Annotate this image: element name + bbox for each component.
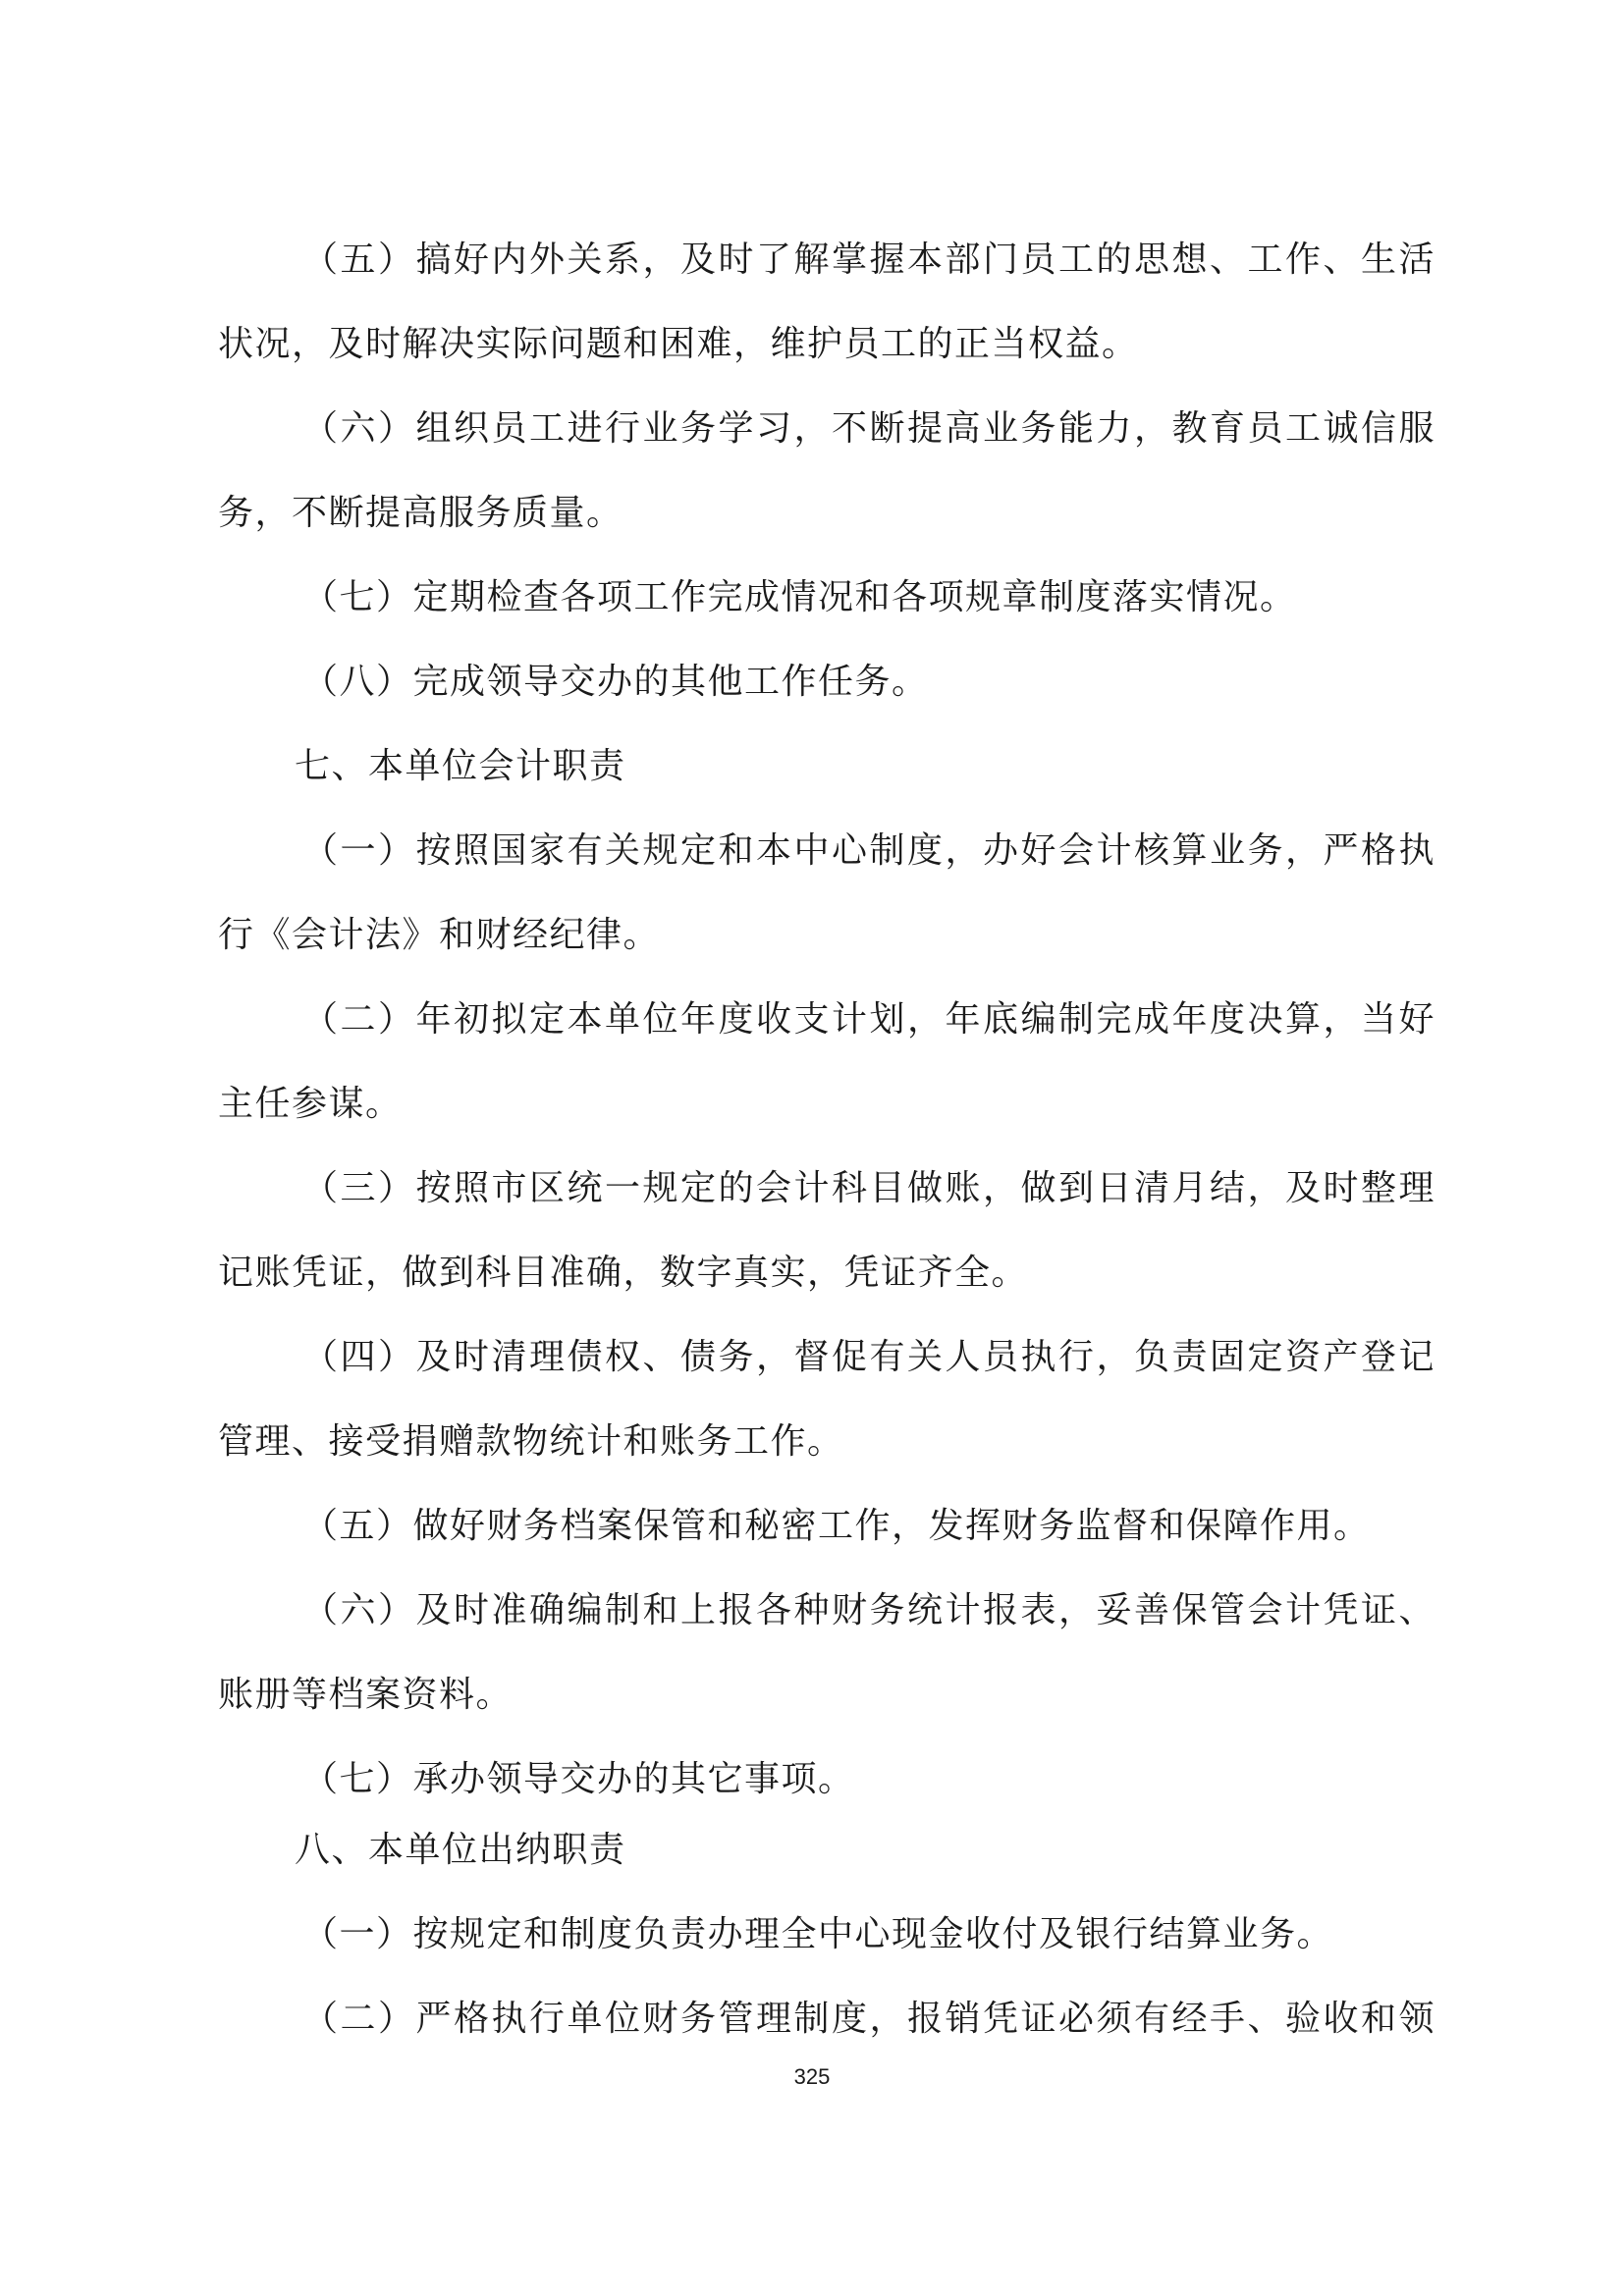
section-heading: 八、本单位出纳职责 (295, 1830, 626, 1870)
paragraph-line: （八）完成领导交办的其他工作任务。 (302, 662, 929, 702)
paragraph-line: 记账凭证，做到科目准确，数字真实，凭证齐全。 (218, 1253, 1029, 1293)
paragraph-line: 主任参谋。 (218, 1084, 403, 1124)
page-number: 325 (793, 2064, 831, 2089)
paragraph-line: 账册等档案资料。 (218, 1675, 514, 1715)
paragraph-line: （一）按规定和制度负责办理全中心现金收付及银行结算业务。 (302, 1914, 1334, 1954)
paragraph-line: 行《会计法》和财经纪律。 (218, 915, 661, 955)
paragraph-line: （四）及时清理债权、债务，督促有关人员执行，负责固定资产登记 (302, 1337, 1435, 1377)
paragraph-line: （一）按照国家有关规定和本中心制度，办好会计核算业务，严格执 (302, 830, 1435, 871)
paragraph-line: （三）按照市区统一规定的会计科目做账，做到日清月结，及时整理 (302, 1168, 1435, 1208)
paragraph-line: （五）搞好内外关系，及时了解掌握本部门员工的思想、工作、生活 (302, 240, 1435, 280)
paragraph-line: （二）严格执行单位财务管理制度，报销凭证必须有经手、验收和领 (302, 1999, 1435, 2039)
paragraph-line: （五）做好财务档案保管和秘密工作，发挥财务监督和保障作用。 (302, 1506, 1371, 1546)
paragraph-line: 状况，及时解决实际问题和困难，维护员工的正当权益。 (218, 324, 1139, 364)
paragraph-line: （六）组织员工进行业务学习，不断提高业务能力，教育员工诚信服 (302, 408, 1435, 449)
paragraph-line: （七）承办领导交办的其它事项。 (302, 1759, 855, 1799)
paragraph-line: （七）定期检查各项工作完成情况和各项规章制度落实情况。 (302, 577, 1297, 617)
paragraph-line: （六）及时准确编制和上报各种财务统计报表，妥善保管会计凭证、 (302, 1590, 1435, 1630)
paragraph-line: 务，不断提高服务质量。 (218, 493, 623, 533)
paragraph-line: 管理、接受捐赠款物统计和账务工作。 (218, 1421, 844, 1462)
section-heading: 七、本单位会计职责 (295, 746, 626, 786)
paragraph-line: （二）年初拟定本单位年度收支计划，年底编制完成年度决算，当好 (302, 999, 1435, 1040)
